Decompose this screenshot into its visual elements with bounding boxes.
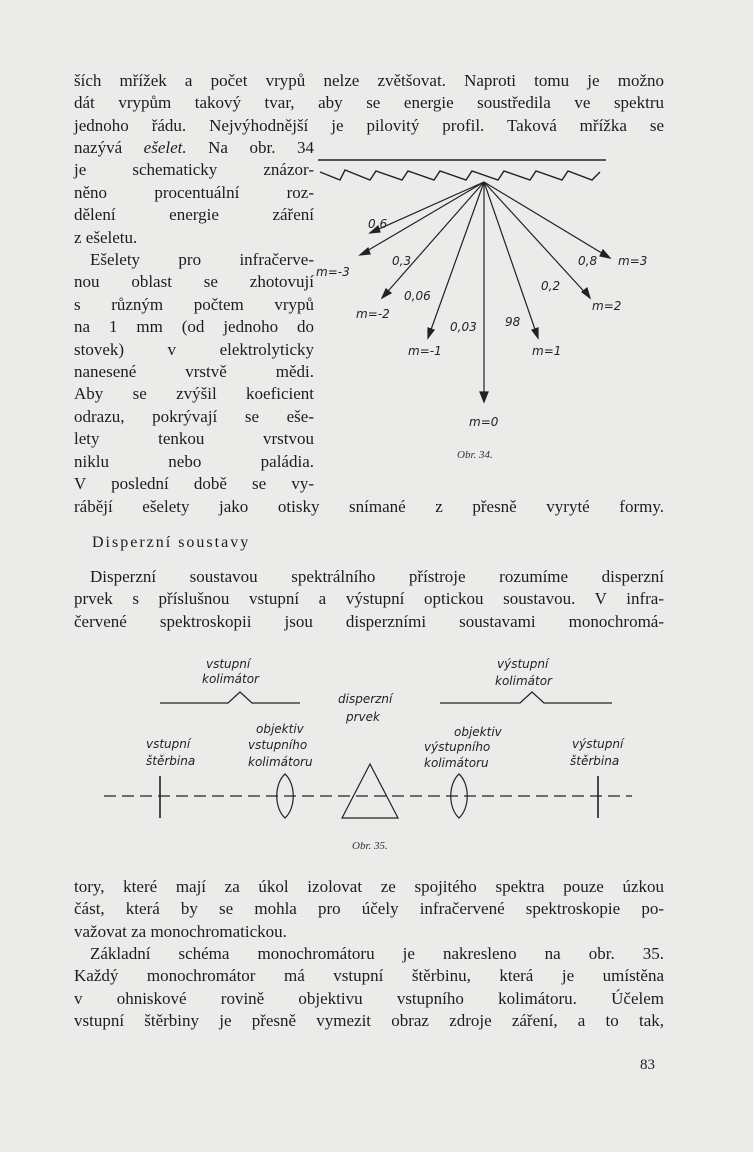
text-line: važovat za monochromatickou.: [74, 921, 287, 941]
text-line: dělení energie záření: [74, 205, 314, 225]
label-line: kolimátor: [495, 674, 552, 688]
text-line: Aby se zvýšil koeficient: [74, 384, 314, 404]
value-label: 0,3: [392, 254, 412, 268]
order-label: m=-2: [356, 307, 390, 321]
text-line: Ešelety pro infračerve-: [90, 250, 314, 270]
text-line: odrazu, pokrývají se eše-: [74, 406, 314, 426]
text-line: červené spektroskopii jsou disperzními soustavami monochromá-: [74, 611, 664, 631]
page-number: 83: [640, 1057, 655, 1073]
label-line: prvek: [346, 710, 380, 724]
value-label: 0,03: [450, 320, 477, 334]
text-line: část, která by se mohla pro účely infračervené spektroskopie po-: [74, 899, 664, 919]
label-line: štěrbina: [146, 754, 196, 768]
value-label: 0,6: [368, 217, 388, 231]
order-label: m=2: [592, 299, 622, 313]
text-line: rábějí ešelety jako otisky snímané z přesně vyryté formy.: [74, 497, 664, 516]
text-line: nou oblast se zhotovují: [74, 272, 314, 292]
order-label: m=1: [532, 344, 562, 358]
order-label: m=-3: [316, 265, 350, 279]
value-label: 98: [505, 315, 521, 329]
order-label: m=0: [469, 415, 499, 429]
label-line: vstupní: [146, 737, 191, 751]
exit-collimator-brace: [440, 692, 612, 703]
text-line: V poslední době se vy-: [74, 474, 314, 494]
text-line: nanesené vrstvě mědi.: [74, 362, 314, 382]
label-line: výstupního: [424, 740, 491, 754]
text-line: je schematicky znázor-: [74, 160, 314, 180]
text-line: niklu nebo paládia.: [74, 451, 314, 471]
label-line: výstupní: [572, 737, 624, 751]
text-line: z ešeletu.: [74, 227, 138, 247]
text-line: prvek s příslušnou vstupní a výstupní optickou soustavou. V infra-: [74, 589, 664, 609]
text-line: dát vrypům takový tvar, aby se energie soustředila ve spektru: [74, 93, 664, 113]
text-line: něno procentuální roz-: [74, 182, 314, 202]
text-line: nazývá ešelet. Na obr. 34: [74, 138, 315, 157]
text-line: stovek) v elektrolyticky: [74, 339, 314, 359]
value-label: 0,06: [404, 289, 431, 303]
label-line: kolimátoru: [424, 756, 489, 770]
text-line: s různým počtem vrypů: [74, 294, 314, 314]
label-line: objektiv: [454, 725, 502, 739]
label-line: kolimátor: [202, 672, 259, 686]
text-line: vstupní štěrbiny je přesně vymezit obraz zdroje záření, a to tak,: [74, 1011, 664, 1031]
order-label: m=-1: [408, 344, 442, 358]
text-line: ších mřížek a počet vrypů nelze zvětšovat. Naproti tomu je možno: [74, 71, 664, 90]
text-line: v ohniskové rovině objektivu vstupního kolimátoru. Účelem: [74, 988, 664, 1008]
label-line: štěrbina: [570, 754, 620, 768]
value-label: 0,2: [541, 279, 561, 293]
text-line: lety tenkou vrstvou: [74, 429, 314, 449]
text-line: Každý monochromátor má vstupní štěrbinu, která je umístěna: [74, 966, 664, 986]
text-line: Disperzní soustavou spektrálního přístroje rozumíme disperzní: [90, 567, 664, 586]
order-label: m=3: [618, 254, 648, 268]
label-line: výstupní: [497, 657, 549, 671]
dispersive-prism: [342, 764, 398, 818]
text-line: jednoho řádu. Nejvýhodnější je pilovitý profil. Taková mřížka se: [74, 115, 664, 135]
figure-caption: Obr. 34.: [457, 449, 493, 461]
value-label: 0,8: [578, 254, 598, 268]
label-line: vstupního: [248, 738, 308, 752]
figure-caption: Obr. 35.: [352, 840, 388, 852]
text-line: na 1 mm (od jednoho do: [74, 317, 314, 337]
entrance-collimator-brace: [160, 692, 300, 703]
text-line: Základní schéma monochromátoru je nakresleno na obr. 35.: [90, 944, 664, 963]
label-line: vstupní: [206, 657, 251, 671]
label-line: disperzní: [338, 692, 393, 706]
label-line: kolimátoru: [248, 755, 313, 769]
term-emphasis: ešelet.: [143, 138, 187, 157]
text-line: tory, které mají za úkol izolovat ze spojitého spektra pouze úzkou: [74, 877, 664, 896]
section-heading: Disperzní soustavy: [92, 534, 251, 551]
label-line: objektiv: [256, 722, 304, 736]
